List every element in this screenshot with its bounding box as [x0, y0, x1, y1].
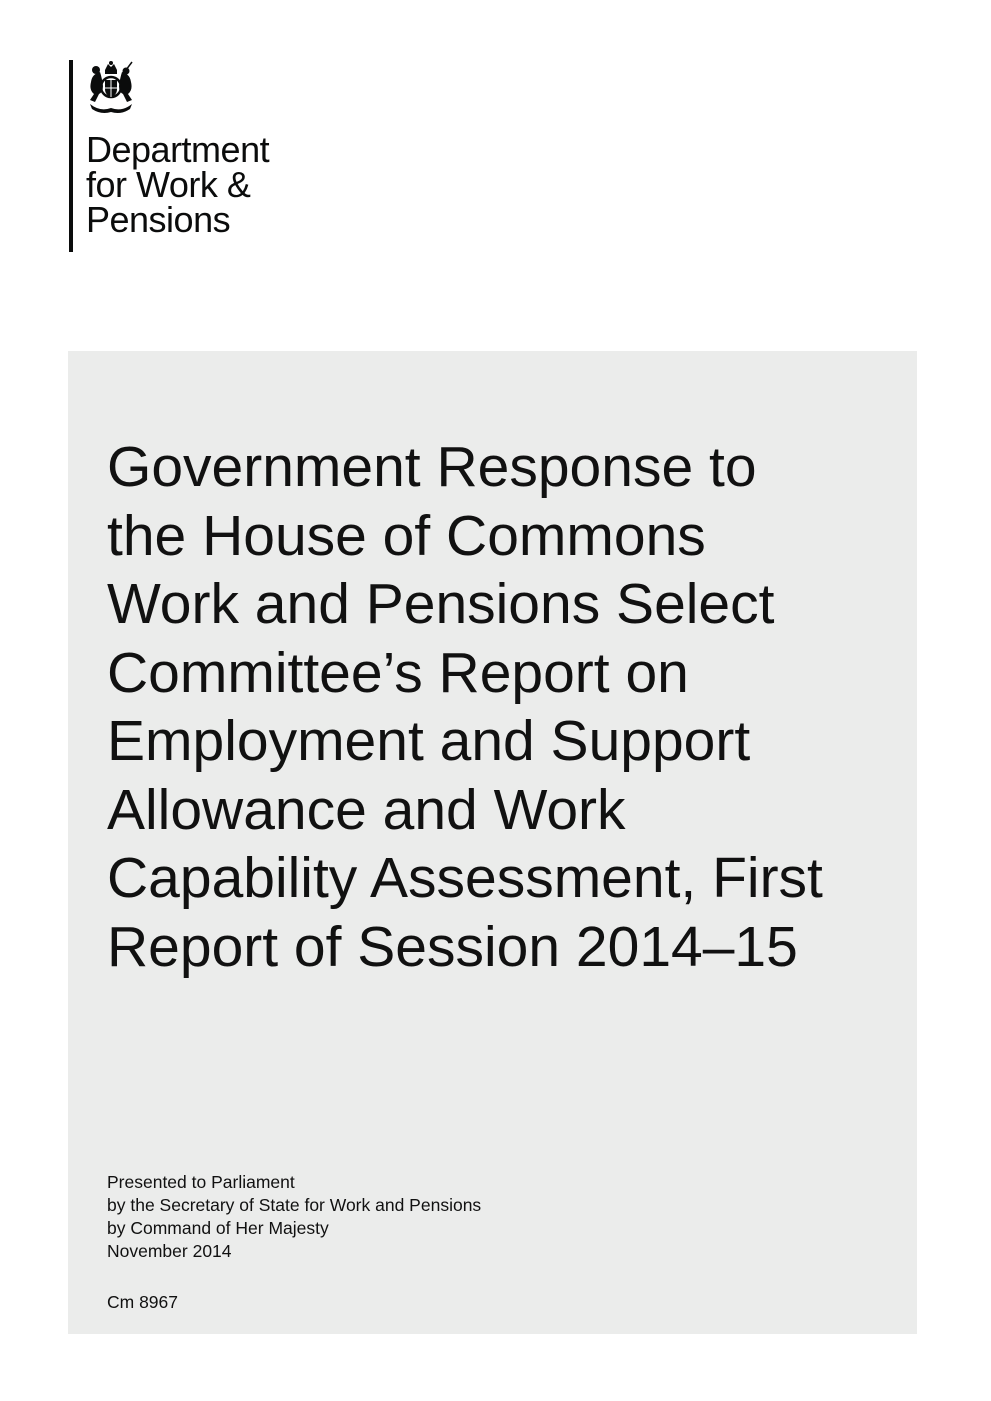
title-line: Committee’s Report on [107, 640, 689, 705]
title-line: Government Response to [107, 435, 757, 499]
royal-coat-of-arms-icon [84, 60, 138, 116]
org-line: for Work & [86, 164, 251, 205]
cover-panel [68, 351, 917, 1334]
org-line: Department [86, 129, 270, 170]
org-line: Pensions [86, 199, 231, 240]
presentation-line: by the Secretary of State for Work and Pensions [107, 1195, 482, 1215]
logo-rule [69, 60, 73, 252]
presentation-line: by Command of Her Majesty [107, 1218, 329, 1238]
title-line: Allowance and Work [107, 777, 626, 842]
title-line: Work and Pensions Select [107, 572, 775, 636]
document-title [107, 433, 823, 981]
title-line: Employment and Support [107, 709, 751, 773]
presentation-statement [107, 1171, 481, 1263]
title-line: the House of Commons [107, 503, 706, 568]
organisation-name [86, 129, 270, 240]
presentation-line: Presented to Parliament [107, 1172, 295, 1192]
command-paper-number: Cm 8967 [107, 1292, 179, 1312]
title-line: Capability Assessment, First [107, 846, 823, 910]
presentation-date: November 2014 [107, 1241, 232, 1261]
title-line: Report of Session 2014–15 [107, 914, 798, 979]
